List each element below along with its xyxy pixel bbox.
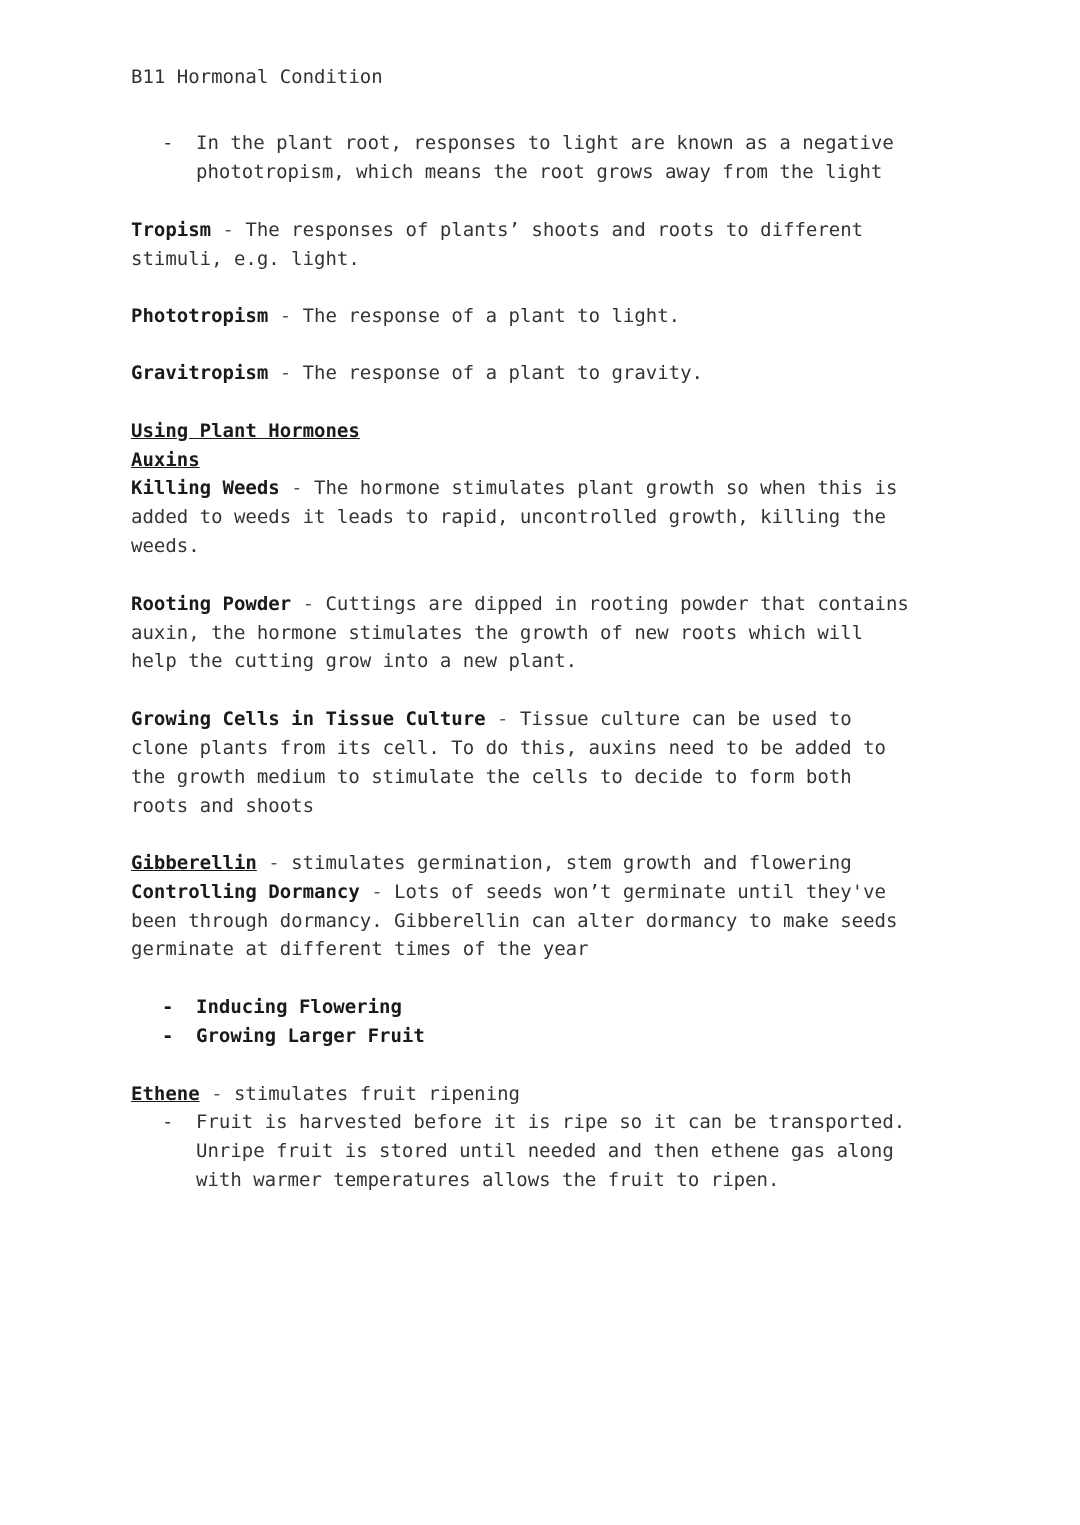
definition-text: Lots of seeds won’t germinate until they've xyxy=(394,881,886,903)
definition-text: The response of a plant to gravity. xyxy=(302,362,703,384)
bullet-dash: - xyxy=(162,1111,174,1133)
heading-text: Auxins xyxy=(131,449,200,471)
list-item: Inducing Flowering xyxy=(196,996,402,1018)
separator: - xyxy=(485,708,520,730)
auxin-tissue-culture xyxy=(131,705,852,734)
term: Gravitropism xyxy=(131,362,269,384)
bullet-dash: - xyxy=(162,996,174,1018)
heading-text: Using Plant Hormones xyxy=(131,420,360,442)
definition-tropism xyxy=(131,216,863,245)
intro-line: phototropism, which means the root grows away from the light xyxy=(196,161,883,183)
auxin-rooting-powder xyxy=(131,590,909,619)
term: Phototropism xyxy=(131,305,269,327)
paragraph-line: Unripe fruit is stored until needed and then ethene gas along xyxy=(196,1140,894,1162)
definition-text: stimulates fruit ripening xyxy=(233,1083,520,1105)
paragraph-line: the growth medium to stimulate the cells to decide to form both xyxy=(131,766,852,788)
bullet-dash: - xyxy=(162,132,174,154)
definition-gravitropism xyxy=(131,359,703,388)
term: Ethene xyxy=(131,1083,200,1105)
definition-text: Tissue culture can be used to xyxy=(519,708,852,730)
ethene-definition xyxy=(131,1080,520,1109)
definition-text: stimulates germination, stem growth and flowering xyxy=(291,852,852,874)
paragraph-line: with warmer temperatures allows the fruit to ripen. xyxy=(196,1169,780,1191)
separator: - xyxy=(199,1083,234,1105)
paragraph-line: auxin, the hormone stimulates the growth of new roots which will xyxy=(131,622,864,644)
paragraph-line: been through dormancy. Gibberellin can alter dormancy to make seeds xyxy=(131,910,898,932)
paragraph-line: added to weeds it leads to rapid, uncontrolled growth, killing the xyxy=(131,506,886,528)
definition-text: The response of a plant to light. xyxy=(302,305,681,327)
list-item: Growing Larger Fruit xyxy=(196,1025,425,1047)
definition-phototropism xyxy=(131,302,680,331)
section-heading xyxy=(131,417,360,446)
gibberellin-definition xyxy=(131,849,852,878)
term: Gibberellin xyxy=(131,852,257,874)
paragraph-line: clone plants from its cell. To do this, auxins need to be added to xyxy=(131,737,886,759)
paragraph-line: germinate at different times of the year xyxy=(131,938,589,960)
auxin-killing-weeds xyxy=(131,474,897,503)
paragraph-line: Fruit is harvested before it is ripe so it can be transported. xyxy=(196,1111,906,1133)
separator: - xyxy=(359,881,395,903)
intro-line: In the plant root, responses to light are known as a negative xyxy=(196,132,894,154)
separator: - xyxy=(291,593,326,615)
gibberellin-dormancy xyxy=(131,878,886,907)
term: Rooting Powder xyxy=(131,593,292,615)
term: Growing Cells in Tissue Culture xyxy=(131,708,486,730)
definition-text: The hormone stimulates plant growth so when this is xyxy=(314,477,898,499)
subsection-heading xyxy=(131,446,200,475)
separator: - xyxy=(211,219,246,241)
paragraph-line: help the cutting grow into a new plant. xyxy=(131,650,578,672)
term: Tropism xyxy=(131,219,212,241)
separator: - xyxy=(279,477,315,499)
separator: - xyxy=(268,362,303,384)
page-title: B11 Hormonal Condition xyxy=(131,66,383,88)
term: Killing Weeds xyxy=(131,477,280,499)
separator: - xyxy=(268,305,303,327)
definition-text: The responses of plants’ shoots and roots to different xyxy=(245,219,864,241)
term: Controlling Dormancy xyxy=(131,881,360,903)
bullet-dash: - xyxy=(162,1025,174,1047)
definition-line: stimuli, e.g. light. xyxy=(131,248,360,270)
definition-text: Cuttings are dipped in rooting powder that contains xyxy=(325,593,909,615)
paragraph-line: roots and shoots xyxy=(131,795,315,817)
separator: - xyxy=(256,852,292,874)
paragraph-line: weeds. xyxy=(131,535,200,557)
